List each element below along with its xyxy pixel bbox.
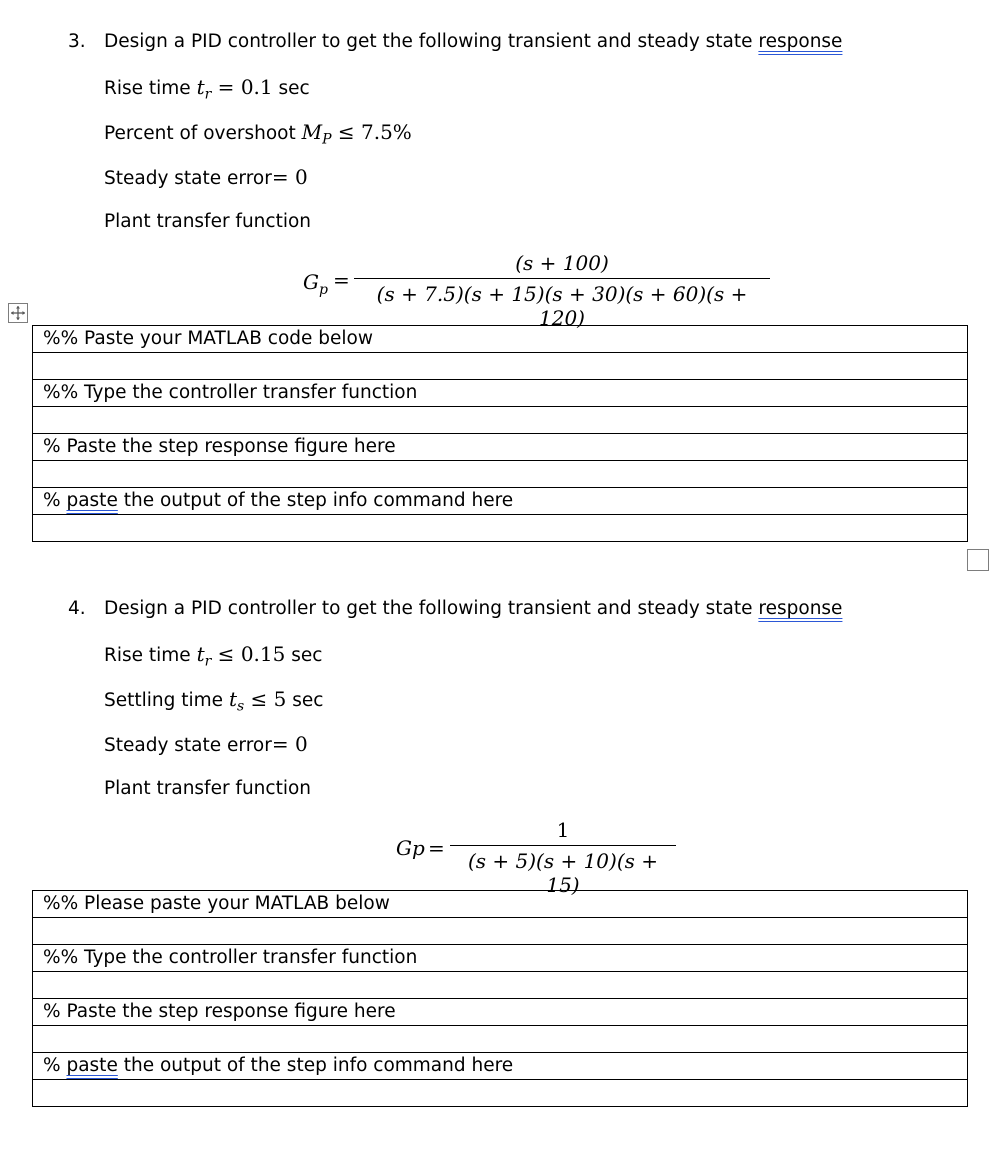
q4-step-figure-header[interactable]: % Paste the step response figure here (33, 999, 968, 1026)
q4-sse-rel: = (271, 732, 295, 756)
q3-tf-lhs-sub: p (318, 282, 328, 298)
move-arrows-icon (10, 305, 26, 321)
q4-tf-lhs: Gp (396, 836, 425, 860)
q4-tf-eq: = (428, 836, 445, 860)
q3-tf-fraction (354, 251, 770, 330)
table-row (33, 918, 968, 945)
q3-matlab-code-cell[interactable] (33, 353, 968, 380)
q4-tf-numerator: 1 (556, 818, 570, 842)
q3-tf-bar (354, 278, 770, 279)
q3-heading-response: response (758, 31, 843, 52)
q3-step-figure-header[interactable]: % Paste the step response figure here (33, 434, 968, 461)
q4-settle-label: Settling time (104, 690, 229, 711)
q3-rise-value: 0.1 (240, 75, 273, 99)
q3-controller-tf-header[interactable]: %% Type the controller transfer function (33, 380, 968, 407)
q3-os-var: M (301, 120, 323, 144)
q4-stepinfo-prefix: % (43, 1055, 67, 1076)
q3-tf-numerator: (s + 100) (515, 251, 609, 275)
table-row (33, 353, 968, 380)
q3-sse-label: Steady state error (104, 168, 272, 189)
q3-os-value: 7.5% (360, 120, 412, 144)
q4-matlab-code-header[interactable]: %% Please paste your MATLAB below (33, 891, 968, 918)
q3-tf-eq: = (333, 268, 350, 292)
q4-tf-denominator: (s + 5)(s + 10)(s + 15) (467, 849, 659, 897)
q3-stepinfo-header[interactable] (33, 488, 968, 515)
q4-sse-label: Steady state error (104, 735, 272, 756)
q3-rise-label: Rise time (104, 78, 197, 99)
q3-heading (104, 30, 842, 54)
q4-settle-value: 5 (273, 687, 287, 711)
q4-stepinfo-header[interactable] (33, 1053, 968, 1080)
q4-settle-rel: ≤ (244, 687, 274, 711)
q4-heading-text: Design a PID controller to get the following transient and steady state (104, 598, 759, 619)
q3-response-table (32, 325, 968, 542)
q4-plant-label: Plant transfer function (104, 778, 312, 799)
q3-heading-text: Design a PID controller to get the following transient and steady state (104, 31, 759, 52)
q4-stepinfo-rest: the output of the step info command here (117, 1055, 514, 1076)
table-move-handle-icon[interactable] (8, 303, 28, 323)
q3-stepinfo-prefix: % (43, 490, 67, 511)
table-row (33, 1026, 968, 1053)
table-row (33, 972, 968, 999)
q4-sse-value: 0 (294, 732, 308, 756)
q3-number: 3. (68, 31, 86, 52)
table-row (33, 407, 968, 434)
q4-rise-var: t (196, 642, 205, 666)
q3-controller-tf-cell[interactable] (33, 407, 968, 434)
q3-rise-rel: = (211, 75, 241, 99)
q3-rise-sub: r (204, 86, 212, 103)
q3-matlab-code-header[interactable]: %% Paste your MATLAB code below (33, 326, 968, 353)
q3-stepinfo-rest: the output of the step info command here (117, 490, 514, 511)
q4-settle-var: t (228, 687, 237, 711)
q4-stepinfo-cell[interactable] (33, 1080, 968, 1107)
q3-rise-time (104, 75, 310, 107)
q4-response-table (32, 890, 968, 1107)
q4-controller-tf-header[interactable]: %% Type the controller transfer function (33, 945, 968, 972)
q4-rise-time (104, 642, 322, 674)
table-row (33, 380, 968, 407)
table-row (33, 945, 968, 972)
q3-steady-state (104, 165, 308, 191)
table-row (33, 999, 968, 1026)
table-row (33, 891, 968, 918)
q3-rise-var: t (196, 75, 205, 99)
q4-stepinfo-paste: paste (66, 1055, 118, 1076)
q4-rise-label: Rise time (104, 645, 197, 666)
q4-rise-sub: r (204, 653, 212, 670)
q3-overshoot (104, 120, 412, 152)
table-row (33, 515, 968, 542)
q4-settle-unit: sec (286, 690, 324, 711)
table-row (33, 461, 968, 488)
q3-os-sub: P (322, 131, 332, 148)
q3-step-figure-cell[interactable] (33, 461, 968, 488)
q3-tf-denominator: (s + 7.5)(s + 15)(s + 30)(s + 60)(s + 120) (376, 282, 748, 330)
q4-controller-tf-cell[interactable] (33, 972, 968, 999)
q4-tf-fraction (450, 818, 676, 897)
q4-steady-state (104, 732, 308, 758)
end-of-row-marker-icon (967, 549, 989, 571)
table-row (33, 488, 968, 515)
q3-os-rel: ≤ (331, 120, 361, 144)
q4-settle-sub: s (237, 698, 245, 715)
table-row (33, 1080, 968, 1107)
q4-rise-unit: sec (285, 645, 323, 666)
table-row (33, 1053, 968, 1080)
q3-tf-lhs (303, 270, 328, 298)
q3-tf-lhs-g: G (303, 270, 319, 294)
q4-rise-rel: ≤ (211, 642, 241, 666)
q4-matlab-code-cell[interactable] (33, 918, 968, 945)
q3-stepinfo-paste: paste (66, 490, 118, 511)
table-row (33, 326, 968, 353)
q4-number: 4. (68, 598, 86, 619)
q3-sse-value: 0 (294, 165, 308, 189)
q4-settling-time (104, 687, 323, 719)
q4-step-figure-cell[interactable] (33, 1026, 968, 1053)
q4-tf-bar (450, 845, 676, 846)
q3-os-label: Percent of overshoot (104, 123, 302, 144)
q4-heading (104, 597, 842, 621)
q3-sse-rel: = (271, 165, 295, 189)
q3-plant-label: Plant transfer function (104, 211, 312, 232)
table-row (33, 434, 968, 461)
q3-rise-unit: sec (272, 78, 310, 99)
q4-rise-value: 0.15 (240, 642, 286, 666)
q3-stepinfo-cell[interactable] (33, 515, 968, 542)
q4-heading-response: response (758, 598, 843, 619)
